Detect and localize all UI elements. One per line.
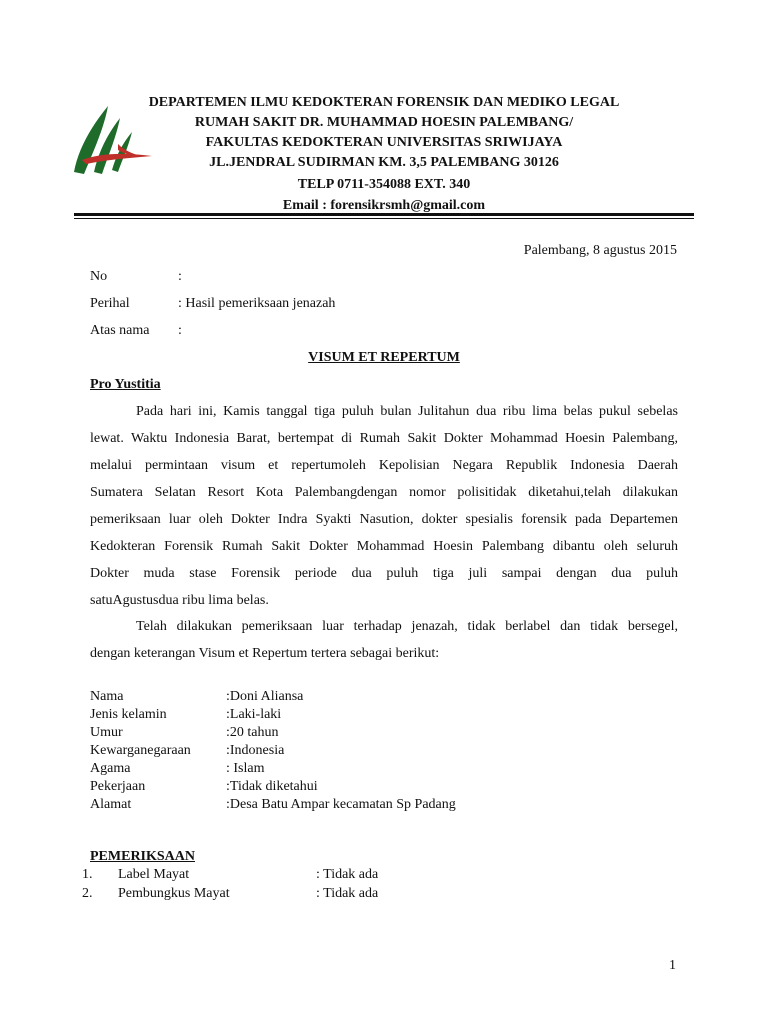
identity-label-umur: Umur [90, 725, 123, 740]
letterhead-department: DEPARTEMEN ILMU KEDOKTERAN FORENSIK DAN MEDIKO LEGAL [148, 95, 620, 110]
list-item-label: Label Mayat [118, 867, 190, 882]
paragraph-line: Dokter muda stase Forensik periode dua puluh tiga juli sampai dengan dua puluh [90, 566, 678, 581]
meta-perihal-value: : Hasil pemeriksaan jenazah [178, 296, 336, 311]
paragraph-line: satuAgustusdua ribu lima belas. [90, 593, 269, 608]
paragraph-line: Pada hari ini, Kamis tanggal tiga puluh bulan Julitahun dua ribu lima belas pukul sebelas [136, 404, 678, 419]
letterhead-email: Email : forensikrsmh@gmail.com [282, 198, 486, 213]
identity-value-jenis-kelamin: :Laki-laki [226, 707, 282, 722]
letter-date: Palembang, 8 agustus 2015 [523, 243, 677, 258]
meta-perihal-label: Perihal [90, 296, 130, 311]
identity-value-kewarganegaraan: :Indonesia [226, 743, 285, 758]
letterhead-address: JL.JENDRAL SUDIRMAN KM. 3,5 PALEMBANG 30126 [209, 155, 559, 170]
meta-atas-nama-value: : [178, 323, 182, 338]
page-number: 1 [669, 958, 676, 973]
identity-label-agama: Agama [90, 761, 131, 776]
list-item-number: 1. [82, 867, 93, 882]
letterhead-divider [74, 213, 694, 216]
identity-value-pekerjaan: :Tidak diketahui [226, 779, 318, 794]
paragraph-line: Telah dilakukan pemeriksaan luar terhadap jenazah, tidak berlabel dan tidak bersegel, [136, 619, 678, 634]
identity-label-pekerjaan: Pekerjaan [90, 779, 146, 794]
list-item-number: 2. [82, 886, 93, 901]
meta-no-value: : [178, 269, 182, 284]
paragraph-line: melalui permintaan visum et repertumoleh Kepolisian Negara Republik Indonesia Daerah [90, 458, 678, 473]
list-item-label: Pembungkus Mayat [118, 886, 230, 901]
identity-value-umur: :20 tahun [226, 725, 279, 740]
meta-atas-nama-label: Atas nama [90, 323, 150, 338]
examination-paragraph [90, 613, 678, 667]
letterhead-faculty: FAKULTAS KEDOKTERAN UNIVERSITAS SRIWIJAYA [205, 135, 563, 150]
pemeriksaan-heading: PEMERIKSAAN [90, 849, 196, 864]
list-item-value: : Tidak ada [316, 886, 379, 901]
list-item-value: : Tidak ada [316, 867, 379, 882]
paragraph-line: lewat. Waktu Indonesia Barat, bertempat di Rumah Sakit Dokter Mohammad Hoesin Palembang, [90, 431, 678, 446]
identity-value-nama: :Doni Aliansa [226, 689, 304, 704]
letterhead-hospital: RUMAH SAKIT DR. MUHAMMAD HOESIN PALEMBANG/ [194, 115, 574, 130]
pro-justitia-heading: Pro Yustitia [90, 377, 161, 392]
identity-value-alamat: :Desa Batu Ampar kecamatan Sp Padang [226, 797, 456, 812]
identity-value-agama: : Islam [226, 761, 265, 776]
meta-no-label: No [90, 269, 108, 284]
identity-label-nama: Nama [90, 689, 124, 704]
paragraph-line: pemeriksaan luar oleh Dokter Indra Syakti Nasution, dokter spesialis forensik pada Departemen [90, 512, 678, 527]
paragraph-line: Kedokteran Forensik Rumah Sakit Dokter Mohammad Hoesin Palembang dibantu oleh seluruh [90, 539, 678, 554]
paragraph-line: Sumatera Selatan Resort Kota Palembangdengan nomor polisitidak diketahui,telah dilakukan [90, 485, 678, 500]
document-title: VISUM ET REPERTUM [308, 350, 460, 365]
opening-paragraph [90, 398, 678, 614]
identity-label-alamat: Alamat [90, 797, 132, 812]
letterhead-divider-thin [74, 218, 694, 219]
paragraph-line: dengan keterangan Visum et Repertum tertera sebagai berikut: [90, 646, 440, 661]
identity-label-jenis-kelamin: Jenis kelamin [90, 707, 167, 722]
identity-label-kewarganegaraan: Kewarganegaraan [90, 743, 191, 758]
letterhead-phone: TELP 0711-354088 EXT. 340 [297, 177, 471, 192]
